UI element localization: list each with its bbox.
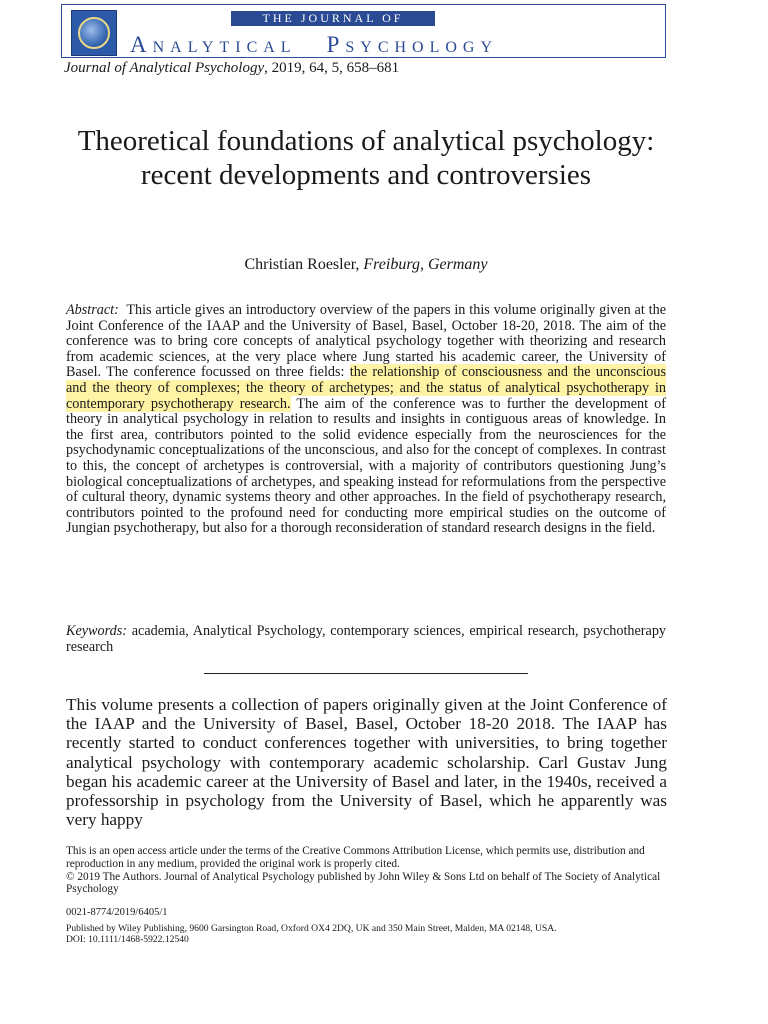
section-divider xyxy=(204,673,528,674)
abstract-highlight: the relationship of consciousness and the unconscious and the theory of complexes; the theory of archetypes; and the status of analytical psychotherapy in contemporary psychotherapy research. xyxy=(66,364,667,412)
logo-emblem xyxy=(78,17,110,49)
issn: 0021-8774/2019/6405/1 xyxy=(66,907,168,918)
journal-name xyxy=(130,32,498,58)
abstract-text-before: This article gives an introductory overview of the papers in this volume originally given at the Joint Conference of the IAAP and the University of Basel, Basel, October 18-20, 2018. The aim of the conference was to bring core concepts of analytical psychology together with theorizing and research from academic sciences, at the very place where Jung started his academic career, the University of Basel. The conference focussed on three fields: xyxy=(66,302,666,381)
journal-header xyxy=(61,4,666,58)
author-line xyxy=(64,256,668,274)
keywords-label: Keywords: xyxy=(66,623,127,639)
author-name: Christian Roesler, xyxy=(244,256,360,273)
publisher-info xyxy=(66,924,686,945)
keywords-text: academia, Analytical Psychology, contemporary sciences, empirical research, psychotherapy research xyxy=(66,623,667,655)
license-text: This is an open access article under the terms of the Creative Commons Attribution License, which permits use, distribution and reproduction in any medium, provided the original work is properly cited. xyxy=(66,845,645,870)
copyright-text: © 2019 The Authors. Journal of Analytical Psychology published by John Wiley & Sons Ltd on behalf of The Society of Analytical Psychology xyxy=(66,870,661,896)
journal-logo-icon xyxy=(71,10,117,56)
journal-name-rest-p: SYCHOLOGY xyxy=(345,39,499,56)
article-title: Theoretical foundations of analytical psychology: recent developments and controversies xyxy=(77,125,655,191)
citation-details: , 2019, 64, 5, 658–681 xyxy=(264,60,400,76)
abstract xyxy=(66,303,666,537)
doi: DOI: 10.1111/1468-5922.12540 xyxy=(66,933,189,945)
keywords xyxy=(66,624,666,655)
abstract-label: Abstract: xyxy=(66,302,119,318)
citation-line xyxy=(64,60,399,77)
journal-name-cap-a: A xyxy=(130,32,153,57)
publisher-address: Published by Wiley Publishing, 9600 Garsington Road, Oxford OX4 2DQ, UK and 350 Main Street, Malden, MA 02148, USA. xyxy=(66,923,557,934)
journal-name-cap-p: P xyxy=(326,32,346,57)
author-location: Freiburg, Germany xyxy=(363,256,488,273)
abstract-text-after: The aim of the conference was to further the development of theory in analytical psychology in relation to results and insights in contiguous areas of knowledge. In the first area, contributors pointed to the solid evidence especially from the neurosciences for the psychodynamic conceptualizations of the unconscious, and also for the concept of complexes. In contrast to this, the concept of archetypes is controversial, with a majority of contributors questioning Jung’s biological conceptualizations of archetypes, and speaking instead for reformulations from the perspective of cultural theory, dynamic systems theory and other approaches. In the field of psychotherapy research, contributors pointed to the profound need for conducting more empirical studies on the outcome of Jungian psychotherapy, but also for a thorough reconsideration of standard research designs in the field. xyxy=(66,395,666,537)
citation-journal: Journal of Analytical Psychology xyxy=(64,60,265,76)
body-paragraph: This volume presents a collection of papers originally given at the Joint Conference of the IAAP and the University of Basel, Basel, October 18-20 2018. The IAAP has recently started to conduct conferences together with universities, to bring together analytical psychology with contemporary academic scholarship. Carl Gustav Jung began his academic career at the University of Basel and later, in the 1940s, received a professorship in psychology from the University of Basel, which he apparently was very happy xyxy=(66,695,667,830)
journal-name-rest-a: NALYTICAL xyxy=(152,39,297,56)
journal-of-banner: THE JOURNAL OF xyxy=(231,11,435,26)
license-footnote xyxy=(66,845,676,896)
